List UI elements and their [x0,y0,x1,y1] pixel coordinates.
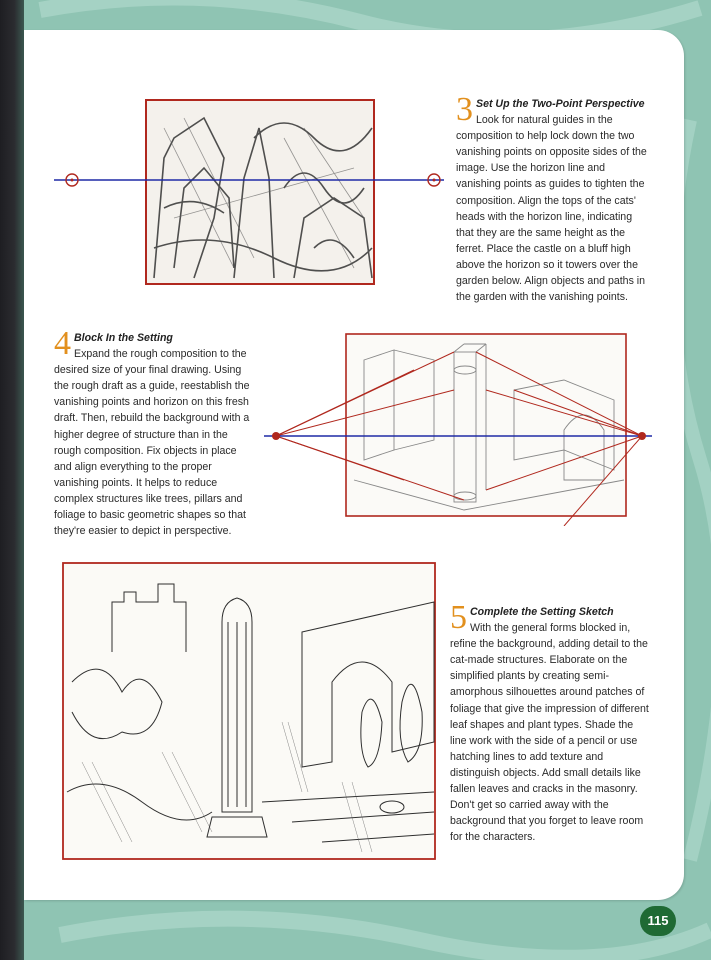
step-5-number: 5 [450,599,467,636]
perspective-block-in-image [264,330,652,526]
step-4-number: 4 [54,325,71,362]
step-5-body: With the general forms blocked in, refine the background, adding detail to the cat-made structures. Elaborate on the simplified plants by creating semi-amorphous silhouettes around patches of foliage that give the impression of different leaf shapes and plant types. Shade the line work with the side of a pencil or use hatching lines to add texture and distinguish objects. Add small details like fallen leaves and cracks in the masonry. Don't get so carried away with the background that you forget to leave room for the characters. [450,622,649,844]
figure-completed-sketch [62,562,436,860]
book-page [24,30,684,900]
step-5 [450,599,650,845]
step-3 [456,91,650,305]
figure-rough-composition [54,98,454,294]
rough-sketch-image [54,98,454,294]
figure-blocked-in-setting [264,330,652,526]
page-number-badge: 115 [640,906,676,936]
binding-edge [0,0,24,960]
step-3-body: Look for natural guides in the composition to help lock down the two vanishing points on opposite sides of the image. Use the horizon line and vanishing points as guides to tighten the composition. Align the tops of the cats' heads with the horizon line, indicating that they are the same height as the ferret. Place the castle on a bluff high above the horizon so it towers over the garden below. Align objects and paths in the garden with the vanishing points. [456,114,647,304]
vanishing-point-right-2 [638,432,646,440]
vanishing-point-left-2 [272,432,280,440]
finished-setting-sketch-image [62,562,436,860]
step-3-number: 3 [456,91,473,128]
step-4-heading: Block In the Setting [74,332,173,344]
step-5-heading: Complete the Setting Sketch [470,606,614,618]
step-4 [54,325,250,539]
step-4-body: Expand the rough composition to the desired size of your final drawing. Using the rough draft as a guide, reestablish the vanishing points and horizon on this fresh draft. Then, rebuild the background with a higher degree of structure than in the rough composition. Fix objects in place and align everything to the proper vanishing points. It helps to reduce complex structures like trees, pillars and foliage to basic geometric shapes so that they're easier to depict in perspective. [54,348,250,538]
step-3-heading: Set Up the Two-Point Perspective [476,98,645,110]
